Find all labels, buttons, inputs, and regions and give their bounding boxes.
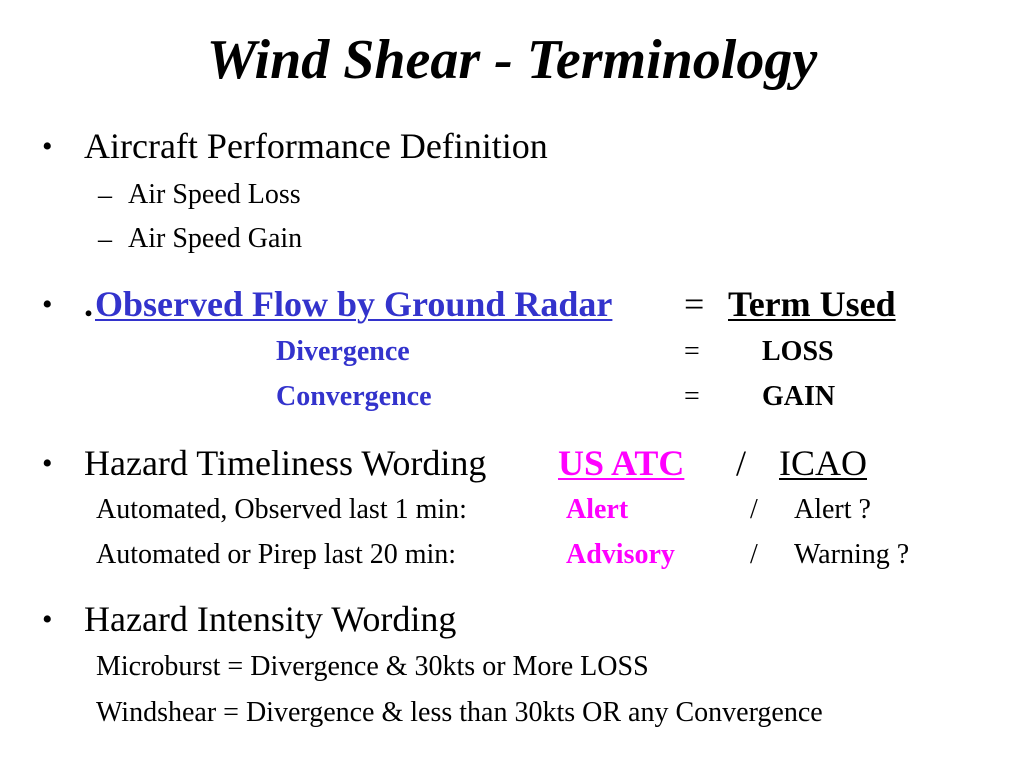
bullet-hazard-intensity: Hazard Intensity Wording xyxy=(84,599,457,639)
slash-separator: / xyxy=(750,539,758,570)
icao-warning-term: Warning ? xyxy=(794,539,910,570)
us-atc-link[interactable]: US ATC xyxy=(558,443,685,483)
windshear-definition: Windshear = Divergence & less than 30kts OR any Convergence xyxy=(96,697,823,728)
bullet-hazard-timeliness: Hazard Timeliness Wording xyxy=(84,443,487,483)
bullet-marker: • xyxy=(42,603,53,636)
slide-title: Wind Shear - Terminology xyxy=(206,29,818,91)
loss-value: LOSS xyxy=(762,336,834,367)
sub-air-speed-loss: Air Speed Loss xyxy=(128,179,301,210)
bullet-marker: • xyxy=(42,130,53,163)
gain-value: GAIN xyxy=(762,381,836,412)
bullet-marker: • xyxy=(42,288,53,321)
observed-flow-link[interactable]: Observed Flow by Ground Radar xyxy=(95,284,613,324)
icao-link[interactable]: ICAO xyxy=(779,443,867,483)
divergence-label: Divergence xyxy=(276,336,410,367)
bullet-marker: • xyxy=(42,447,53,480)
sub-air-speed-gain: Air Speed Gain xyxy=(128,223,303,254)
timeliness-row-label: Automated or Pirep last 20 min: xyxy=(96,539,457,570)
slash-separator: / xyxy=(736,443,747,483)
microburst-definition: Microburst = Divergence & 30kts or More LOSS xyxy=(96,651,649,682)
equals-sign: = xyxy=(684,381,700,412)
term-used-heading: Term Used xyxy=(728,284,896,324)
observed-prefix: . xyxy=(84,284,93,324)
advisory-term: Advisory xyxy=(566,539,675,570)
icao-alert-term: Alert ? xyxy=(794,494,871,525)
alert-term: Alert xyxy=(566,494,629,525)
dash-marker: – xyxy=(98,180,112,211)
equals-sign: = xyxy=(684,336,700,367)
slash-separator: / xyxy=(750,494,758,525)
dash-marker: – xyxy=(98,224,112,255)
bullet-aircraft-performance: Aircraft Performance Definition xyxy=(84,126,548,166)
convergence-label: Convergence xyxy=(276,381,432,412)
timeliness-row-label: Automated, Observed last 1 min: xyxy=(96,494,467,525)
equals-sign: = xyxy=(684,284,705,324)
